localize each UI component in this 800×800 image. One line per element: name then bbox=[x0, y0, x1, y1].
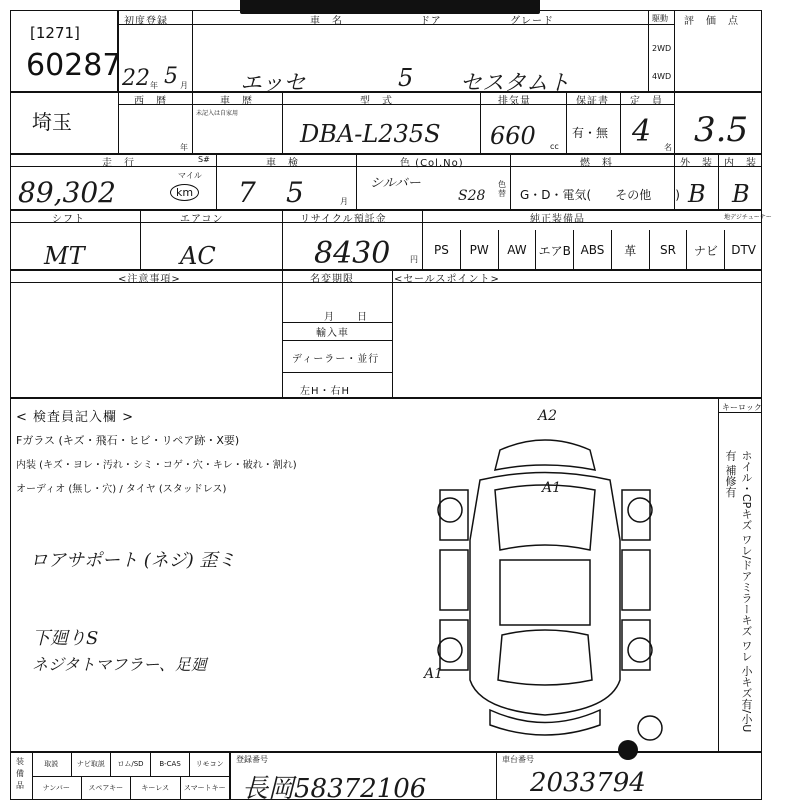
sales-label: <セールスポイント> bbox=[394, 274, 500, 285]
name-change-unit: 月 日 bbox=[324, 312, 368, 323]
footer-item: ナビ取説 bbox=[72, 752, 112, 776]
footer-row2 bbox=[32, 776, 230, 800]
fuel-options: G・D・電気( その他 ) bbox=[520, 188, 680, 202]
score-value: 3.5 bbox=[694, 110, 749, 150]
capacity-label: 定 員 bbox=[630, 96, 663, 107]
footer-item: キーレス bbox=[131, 776, 181, 800]
inspection-line1: Fガラス (キズ・飛石・ヒビ・リペア跡・X要) bbox=[16, 434, 240, 447]
grade-value: セスタムト bbox=[460, 71, 571, 96]
equip-label: 純正装備品 bbox=[530, 214, 585, 225]
equipment-item: エアB bbox=[535, 230, 573, 270]
inspection-note3: ネジタトマフラー、足廻 bbox=[32, 655, 207, 674]
handle-label: 左H・右H bbox=[300, 386, 351, 397]
footer-item: リモコン bbox=[190, 752, 230, 776]
ac-value: AC bbox=[180, 242, 216, 270]
fuel-label: 燃 料 bbox=[580, 158, 613, 169]
dealer-label: ディーラー・並行 bbox=[292, 354, 380, 365]
reg-label: 初度登録 bbox=[124, 16, 168, 27]
caution-label: <注意事項> bbox=[118, 274, 181, 285]
inspect-month: 5 bbox=[286, 176, 304, 209]
car-name: エッセ bbox=[240, 71, 306, 96]
equipment-item: 革 bbox=[611, 230, 649, 270]
exterior-value: B bbox=[688, 180, 706, 208]
model-label: 型 式 bbox=[360, 96, 393, 107]
inspect-year: 7 bbox=[238, 176, 256, 209]
reg-no-value: 長岡58372106 bbox=[242, 774, 427, 800]
reg-month: 5 bbox=[164, 64, 178, 89]
color-value: シルバー bbox=[370, 176, 421, 191]
inspection-title: < 検査員記入欄 > bbox=[16, 410, 135, 425]
key-lock-label: キーロック bbox=[722, 403, 762, 412]
equipment-item: DTV bbox=[724, 230, 762, 270]
ac-label: エアコン bbox=[180, 214, 224, 225]
color-code: S28 bbox=[458, 188, 486, 204]
score-label: 評 価 点 bbox=[684, 16, 739, 27]
footer-row1 bbox=[32, 752, 230, 776]
car-diagram bbox=[420, 410, 670, 750]
side-note: ホイル・CPキズ ワレ/ドアミラーキズ ワレ 小キズ有/小U有 補修有 bbox=[724, 450, 753, 733]
inspection-note2: 下廻りS bbox=[32, 628, 99, 649]
equipment-item: AW bbox=[498, 230, 536, 270]
car-mark-rear: A1 bbox=[424, 666, 444, 682]
history-label: 車 歴 bbox=[220, 96, 253, 107]
reg-no-label: 登録番号 bbox=[236, 755, 268, 764]
shift-value: MT bbox=[44, 242, 85, 270]
chassis-label: 車台番号 bbox=[502, 755, 534, 764]
color-label: 色 (Col.No) bbox=[400, 158, 464, 169]
warranty-options: 有・無 bbox=[572, 126, 609, 140]
model-value: DBA-L235S bbox=[300, 120, 441, 148]
drive-2wd: 2WD bbox=[652, 44, 672, 53]
sha-label: S# bbox=[198, 155, 210, 164]
footer-items-label: 装備品 bbox=[16, 757, 24, 790]
equipment-item: SR bbox=[649, 230, 687, 270]
import-label: 輸入車 bbox=[316, 328, 349, 339]
shift-label: シフト bbox=[52, 214, 85, 225]
auction-sheet: [1271] 60287 初度登録 車 名 ドア グレード 駆動 2WD 4WD 評 価 点 22 年 5 月 エッセ 5 セスタムト 埼玉 西 暦 年 車 歴 未記入は自家用 型 式 排気量 保証書 定 員 DBA-L235S 660 cc 有・無 4 名 3.5 走 行 S# 車 検 色 (Col.No) 燃 料 外 装 内 装 89,302 マイル km 7 5 月 シルバー S28 色替 G・D・電気( その他 ) B B シフト エアコン リサイクル預託金 純正装備品 地デジチューナー MT AC 8430 円 PS PW AW エアB ABS 革 SR ナビ DTV <注意事項> 名変期限 月 日 輸入車 ディーラー・並行 左H・右H <セールスポイント> < 検査員記入欄 > Fガラス (キズ・飛石・ヒビ・リペア跡・X要) 内装 (キズ・ヨレ・汚れ・シミ・コゲ・穴・キレ・破れ・割れ) オーディオ (無し・穴) / タイヤ (スタッドレス) ロアサポート (ネジ) 歪ミ 下廻りS ネジタトマフラー、足廻 キーロック ホイル・CPキズ ワレ/ドアミラーキズ ワレ 小キズ有/小U有 補修有 A2 A1 A1 装備品 取説 ナビ取説 ロム/SD B-CAS リモコン ナンバー スペアキー キーレス スマートキー 登録番号 長岡58372106 車台番号 2033794 bbox=[10, 10, 762, 800]
recycle-value: 8430 bbox=[314, 236, 391, 271]
footer-item: ナンバー bbox=[32, 776, 82, 800]
chassis-value: 2033794 bbox=[530, 768, 646, 798]
series-label: 西 暦 bbox=[134, 96, 167, 107]
footer-item: 取説 bbox=[32, 752, 72, 776]
grade-label: グレード bbox=[510, 16, 554, 27]
name-change-label: 名変期限 bbox=[310, 274, 354, 285]
door-count: 5 bbox=[398, 64, 414, 92]
footer-item: スペアキー bbox=[82, 776, 132, 800]
reg-year: 22 bbox=[122, 66, 150, 91]
equipment-item: ナビ bbox=[686, 230, 724, 270]
interior-label: 内 装 bbox=[724, 158, 757, 169]
footer-item: ロム/SD bbox=[111, 752, 151, 776]
inspection-line2: 内装 (キズ・ヨレ・汚れ・シミ・コゲ・穴・キレ・破れ・割れ) bbox=[16, 460, 297, 471]
name-label: 車 名 bbox=[310, 16, 343, 27]
equipment-item: ABS bbox=[573, 230, 611, 270]
inspection-note1: ロアサポート (ネジ) 歪ミ bbox=[30, 550, 236, 571]
door-label: ドア bbox=[420, 16, 442, 27]
inspect-label: 車 検 bbox=[266, 158, 299, 169]
exterior-label: 外 装 bbox=[680, 158, 713, 169]
equipment-item: PS bbox=[422, 230, 460, 270]
notes-frame bbox=[10, 270, 762, 398]
car-mark-hood: A1 bbox=[542, 480, 562, 496]
warranty-label: 保証書 bbox=[576, 96, 609, 107]
tuner-label: 地デジチューナー bbox=[724, 214, 772, 221]
mileage-value: 89,302 bbox=[18, 176, 116, 209]
disp-value: 660 bbox=[490, 122, 536, 150]
inspection-line3: オーディオ (無し・穴) / タイヤ (スタッドレス) bbox=[16, 484, 227, 495]
disp-label: 排気量 bbox=[498, 96, 531, 107]
equipment-row bbox=[422, 230, 762, 270]
area-name: 埼玉 bbox=[32, 110, 72, 134]
capacity-value: 4 bbox=[632, 114, 652, 149]
drive-label: 駆動 bbox=[652, 14, 668, 23]
mileage-unit-km: km bbox=[170, 184, 199, 201]
recycle-label: リサイクル預託金 bbox=[300, 214, 387, 225]
drive-4wd: 4WD bbox=[652, 72, 672, 81]
lot-prefix: [1271] bbox=[30, 24, 80, 42]
equipment-item: PW bbox=[460, 230, 498, 270]
lot-number: 60287 bbox=[26, 48, 122, 83]
car-mark-front: A2 bbox=[538, 408, 558, 424]
footer-item: B-CAS bbox=[151, 752, 191, 776]
mileage-label: 走 行 bbox=[102, 158, 135, 169]
footer-item: スマートキー bbox=[181, 776, 231, 800]
interior-value: B bbox=[732, 180, 750, 208]
